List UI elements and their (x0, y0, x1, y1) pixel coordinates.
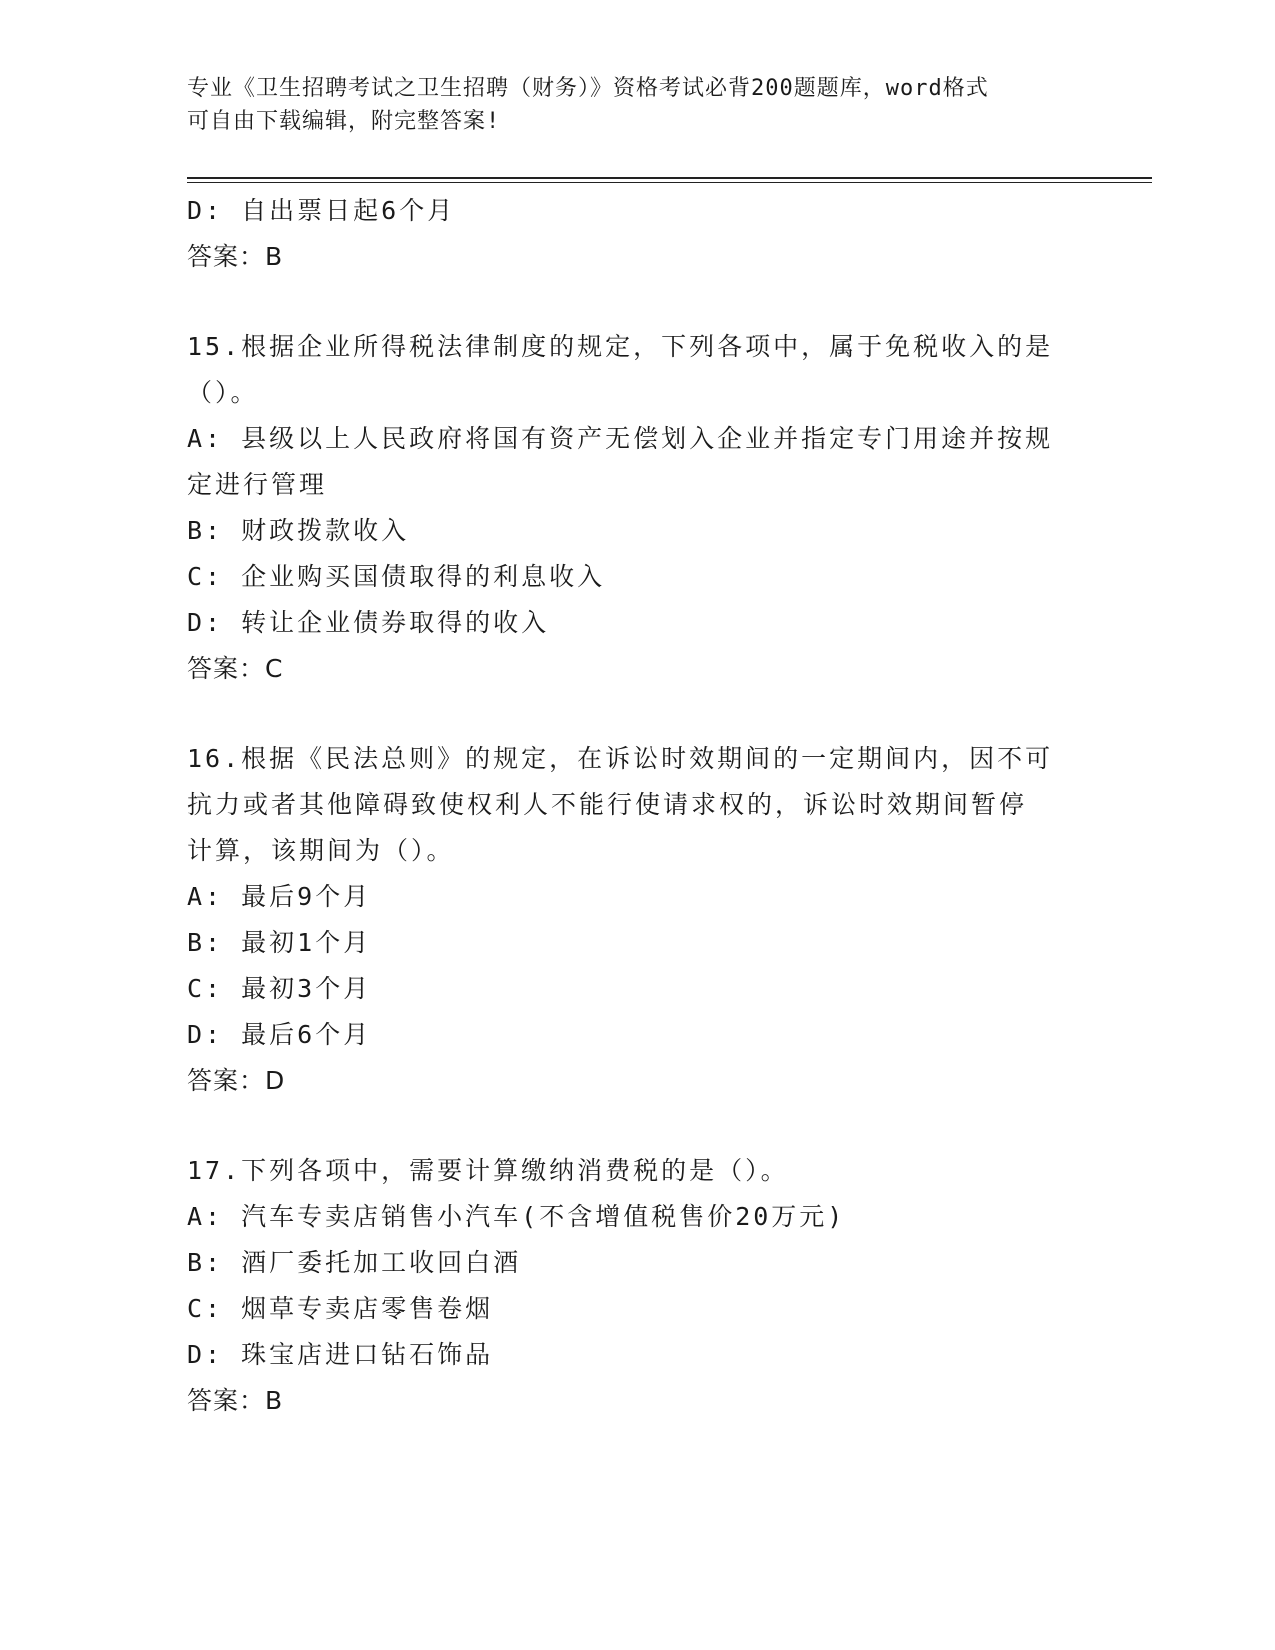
question-stem: 17.下列各项中，需要计算缴纳消费税的是（）。 (187, 1156, 789, 1185)
answer-line: 答案：B (187, 1386, 284, 1415)
header-divider-thin (187, 182, 1152, 183)
option-a: 定进行管理 (187, 470, 328, 499)
question-stem: 16.根据《民法总则》的规定，在诉讼时效期间的一定期间内，因不可 (187, 744, 1054, 773)
option-d: D: 自出票日起6个月 (187, 196, 456, 225)
option-b: B: 最初1个月 (187, 928, 372, 957)
option-c: C: 最初3个月 (187, 974, 372, 1003)
spacer (187, 1104, 1087, 1148)
question-15 (187, 324, 1087, 692)
question-content (187, 188, 1087, 1424)
question-stem: （）。 (187, 378, 259, 407)
option-c: C: 企业购买国债取得的利息收入 (187, 562, 606, 591)
answer-line: 答案：B (187, 242, 284, 271)
option-c: C: 烟草专卖店零售卷烟 (187, 1294, 494, 1323)
header-divider-thick (187, 177, 1152, 179)
option-d: D: 珠宝店进口钻石饰品 (187, 1340, 494, 1369)
option-d: D: 最后6个月 (187, 1020, 372, 1049)
question-stem: 计算，该期间为（）。 (187, 836, 455, 865)
option-a: A: 汽车专卖店销售小汽车(不含增值税售价20万元) (187, 1202, 846, 1231)
header-line-1: 专业《卫生招聘考试之卫生招聘（财务）》资格考试必背200题题库，word格式 (187, 76, 989, 101)
prev-question-tail (187, 188, 1087, 280)
document-header (187, 72, 1067, 138)
option-d: D: 转让企业债券取得的收入 (187, 608, 550, 637)
question-16 (187, 736, 1087, 1104)
question-stem: 15.根据企业所得税法律制度的规定，下列各项中，属于免税收入的是 (187, 332, 1054, 361)
spacer (187, 280, 1087, 324)
answer-line: 答案：D (187, 1066, 286, 1095)
question-stem: 抗力或者其他障碍致使权利人不能行使请求权的，诉讼时效期间暂停 (187, 790, 1028, 819)
answer-line: 答案：C (187, 654, 284, 683)
option-a: A: 最后9个月 (187, 882, 372, 911)
spacer (187, 692, 1087, 736)
option-a: A: 县级以上人民政府将国有资产无偿划入企业并指定专门用途并按规 (187, 424, 1054, 453)
question-17 (187, 1148, 1087, 1424)
header-line-2: 可自由下载编辑，附完整答案! (187, 109, 501, 134)
option-b: B: 财政拨款收入 (187, 516, 410, 545)
option-b: B: 酒厂委托加工收回白酒 (187, 1248, 522, 1277)
